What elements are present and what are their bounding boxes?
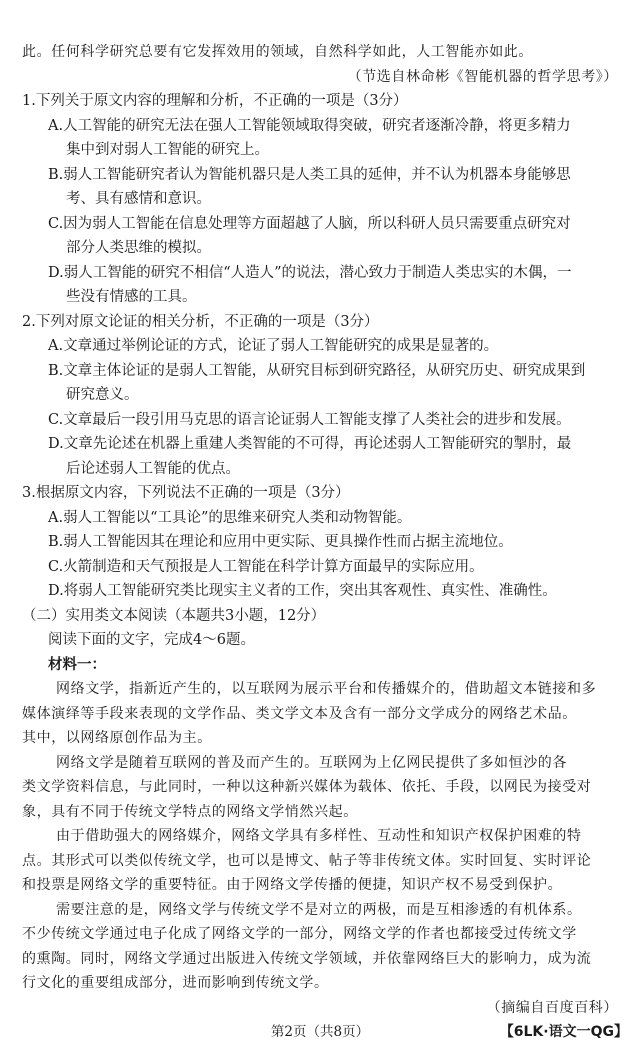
material-para-3-line-2: 点。其形式可以类似传统文学，也可以是博文、帖子等非传统文体。实时回复、实时评论 — [22, 852, 592, 869]
question-3-stem: 3.根据原文内容，下列说法不正确的一项是（3分） — [22, 485, 350, 501]
page-number: 第2页（共8页） — [270, 1024, 370, 1040]
question-2-option-b: B.文章主体论证的是弱人工智能，从研究目标到研究路径，从研究历史、研究成果到 — [48, 362, 586, 379]
question-3-option-d: D.将弱人工智能研究类比现实主义者的工作，突出其客观性、真实性、准确性。 — [48, 583, 557, 599]
material-para-4-line-1: 需要注意的是，网络文学与传统文学不是对立的两极，而是互相渗透的有机体系。 — [56, 901, 582, 918]
material-para-2-line-1: 网络文学是随着互联网的普及而产生的。互联网为上亿网民提供了多如恒沙的各 — [56, 754, 567, 771]
material-para-1-line-1: 网络文学，指新近产生的，以互联网为展示平台和传播媒介的，借助超文本链接和多 — [56, 681, 597, 697]
question-1-option-d-cont: 些没有情感的工具。 — [66, 289, 197, 305]
section-2-instruction: 阅读下面的文字，完成4～6题。 — [48, 632, 255, 648]
question-1-option-b: B.弱人工智能研究者认为智能机器只是人类工具的延伸，并不认为机器本身能够思 — [48, 166, 571, 183]
question-3-option-b: B.弱人工智能因其在理论和应用中更实际、更具操作性而占据主流地位。 — [48, 534, 513, 550]
question-3-option-a: A.弱人工智能以“工具论”的思维来研究人类和动物智能。 — [48, 509, 412, 526]
section-2-heading: （二）实用类文本阅读（本题共3小题，12分） — [22, 607, 326, 624]
question-2-option-a: A.文章通过举例论证的方式，论证了弱人工智能研究的成果是显著的。 — [48, 338, 499, 354]
material-source: （摘编自百度百科） — [486, 999, 618, 1016]
material-para-4-line-2: 不少传统文学通过电子化成了网络文学的一部分，网络文学的作者也都接受过传统文学 — [22, 926, 577, 942]
question-1-option-d: D.弱人工智能的研究不相信“人造人”的说法，潜心致力于制造人类忠实的木偶，一 — [48, 264, 572, 281]
question-2-stem: 2.下列对原文论证的相关分析，不正确的一项是（3分） — [22, 313, 379, 330]
intro-line: 此。任何科学研究总要有它发挥效用的领域，自然科学如此，人工智能亦如此。 — [22, 44, 533, 60]
material-para-2-line-3: 象，具有不同于传统文学特点的网络文学悄然兴起。 — [22, 803, 358, 820]
material-para-3-line-1: 由于借助强大的网络媒介，网络文学具有多样性、互动性和知识产权保护困难的特 — [56, 828, 582, 844]
page-content — [18, 40, 622, 1020]
material-para-3-line-3: 和投票是网络文学的重要特征。由于网络文学传播的便捷，知识产权不易受到保护。 — [22, 877, 563, 893]
material-para-4-line-4: 行文化的重要组成部分，进而影响到传统文学。 — [22, 975, 329, 991]
question-1-option-a-cont: 集中到对弱人工智能的研究上。 — [66, 142, 269, 158]
question-1-option-c: C.因为弱人工智能在信息处理等方面超越了人脑，所以科研人员只需要重点研究对 — [48, 215, 571, 232]
question-2-option-b-cont: 研究意义。 — [66, 387, 139, 403]
question-1-stem: 1.下列关于原文内容的理解和分析，不正确的一项是（3分） — [22, 93, 408, 109]
exam-code: 【6LK·语文一QG】 — [499, 1024, 628, 1040]
material-para-4-line-3: 的熏陶。同时，网络文学通过出版进入传统文学领域，并依靠网络巨大的影响力，成为流 — [22, 950, 592, 967]
question-2-option-d: D.文章先论述在机器上重建人类智能的不可得，再论述弱人工智能研究的掣肘，最 — [48, 436, 572, 452]
question-2-option-d-cont: 后论述弱人工智能的优点。 — [66, 460, 240, 477]
question-1-option-b-cont: 考、具有感情和意识。 — [66, 191, 211, 207]
material-para-1-line-3: 其中，以网络原创作品为主。 — [22, 730, 212, 746]
material-para-1-line-2: 媒体演绎等手段来表现的文学作品、类文学文本及含有一部分文学成分的网络艺术品。 — [22, 705, 577, 722]
material-para-2-line-2: 类文学资料信息，与此同时，一种以这种新兴媒体为载体、依托、手段，以网民为接受对 — [22, 779, 592, 795]
question-2-option-c: C.文章最后一段引用马克思的语言论证弱人工智能支撑了人类社会的进步和发展。 — [48, 411, 571, 428]
intro-source: （节选自林命彬《智能机器的哲学思考》） — [347, 68, 618, 85]
page-footer — [0, 1019, 640, 1045]
question-1-option-c-cont: 部分人类思维的模拟。 — [66, 240, 211, 256]
question-3-option-c: C.火箭制造和天气预报是人工智能在科学计算方面最早的实际应用。 — [48, 558, 484, 575]
material-1-title: 材料一： — [48, 655, 106, 673]
question-1-option-a: A.人工智能的研究无法在强人工智能领域取得突破，研究者逐渐冷静，将更多精力 — [48, 117, 571, 134]
